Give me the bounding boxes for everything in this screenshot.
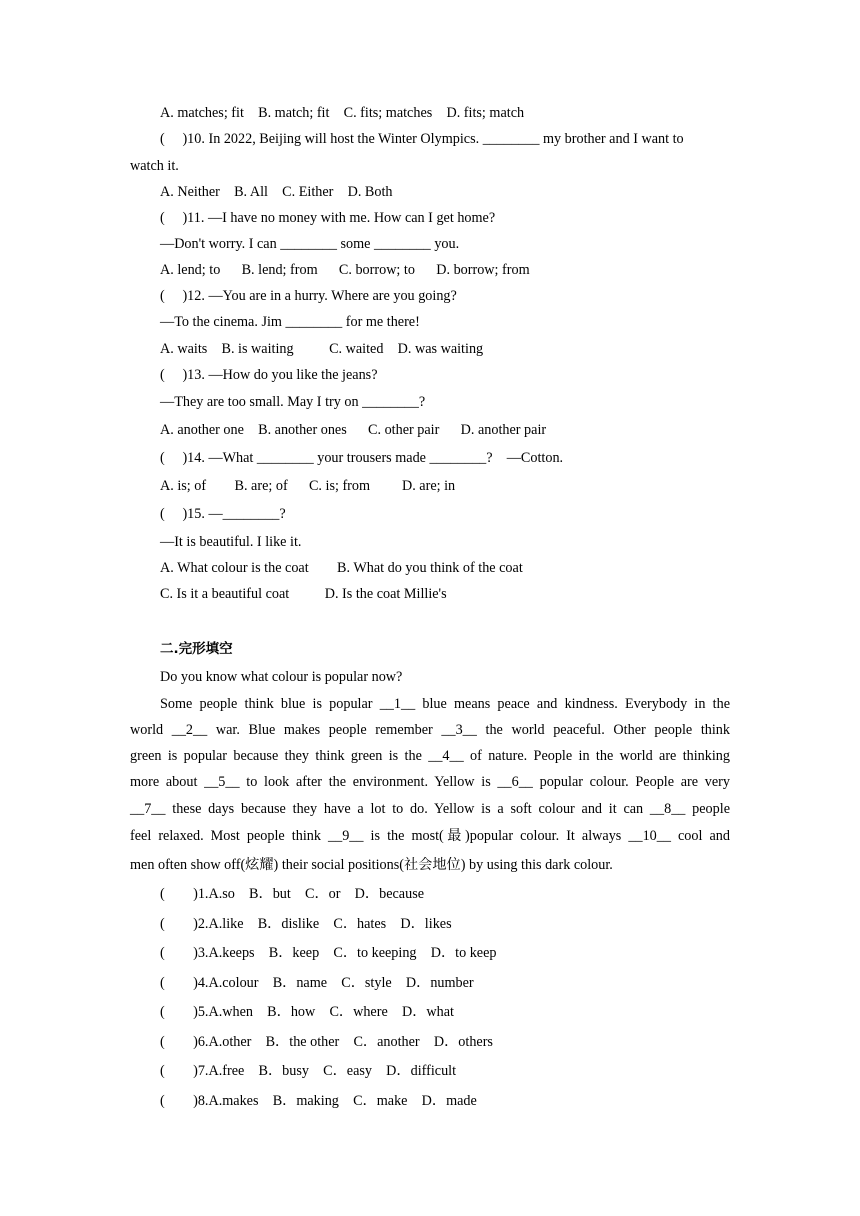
exercise-line: watch it.	[130, 158, 179, 174]
exercise-line: ( )14. —What ________ your trousers made ________? —Cotton.	[160, 450, 564, 466]
cloze-question: ( )6.A.other B．the other C．another D．others	[160, 1034, 493, 1050]
exercise-line: ( )10. In 2022, Beijing will host the Winter Olympics. ________ my brother and I want to	[160, 131, 684, 147]
cloze-question: ( )3.A.keeps B．keep C．to keeping D．to keep	[160, 945, 497, 961]
exercise-line: A. another one B. another ones C. other pair D. another pair	[160, 422, 547, 438]
exercise-line: ( )11. —I have no money with me. How can I get home?	[160, 210, 496, 226]
exercise-line: A. lend; to B. lend; from C. borrow; to D. borrow; from	[160, 262, 530, 278]
passage-line: world __2__ war. Blue makes people remember __3__ the world peaceful. Other people think	[130, 722, 730, 738]
cloze-question: ( )8.A.makes B．making C．make D．made	[160, 1093, 477, 1109]
passage-line: more about __5__ to look after the environment. Yellow is __6__ popular colour. People are very	[130, 774, 730, 790]
passage-line: __7__ these days because they have a lot to do. Yellow is a soft colour and it can __8__ people	[130, 801, 730, 817]
exercise-line: ( )15. —________?	[160, 506, 286, 522]
exercise-line: A. Neither B. All C. Either D. Both	[160, 184, 393, 200]
cloze-question: ( )2.A.like B．dislike C．hates D．likes	[160, 916, 452, 932]
exercise-line: A. What colour is the coat B. What do you think of the coat	[160, 560, 523, 576]
exercise-line: C. Is it a beautiful coat D. Is the coat Millie's	[160, 586, 447, 602]
exercise-line: —To the cinema. Jim ________ for me there!	[160, 314, 420, 330]
cloze-question: ( )5.A.when B．how C．where D．what	[160, 1004, 454, 1020]
exercise-line: A. waits B. is waiting C. waited D. was waiting	[160, 341, 484, 357]
passage-line: feel relaxed. Most people think __9__ is the most(最)popular colour. It always __10__ cool and	[130, 828, 730, 844]
passage-line: green is popular because they think green is the __4__ of nature. People in the world are thinking	[130, 748, 730, 764]
passage-line: men often show off(炫耀) their social positions(社会地位) by using this dark colour.	[130, 857, 613, 873]
cloze-question: ( )7.A.free B．busy C．easy D．difficult	[160, 1063, 457, 1079]
exercise-line: —Don't worry. I can ________ some ________ you.	[160, 236, 460, 252]
exercise-line: ( )12. —You are in a hurry. Where are you going?	[160, 288, 457, 304]
exercise-line: A. is; of B. are; of C. is; from D. are; in	[160, 478, 456, 494]
exercise-line: A. matches; fit B. match; fit C. fits; matches D. fits; match	[160, 105, 525, 121]
section-heading: 二.完形填空	[160, 641, 233, 657]
exercise-line: —They are too small. May I try on ________?	[160, 394, 426, 410]
cloze-question: ( )4.A.colour B．name C．style D．number	[160, 975, 474, 991]
cloze-question: ( )1.A.so B．but C．or D．because	[160, 886, 425, 902]
exercise-line: —It is beautiful. I like it.	[160, 534, 302, 550]
passage-intro: Do you know what colour is popular now?	[160, 669, 403, 685]
passage-line: Some people think blue is popular __1__ blue means peace and kindness. Everybody in the	[160, 696, 730, 712]
exercise-line: ( )13. —How do you like the jeans?	[160, 367, 378, 383]
